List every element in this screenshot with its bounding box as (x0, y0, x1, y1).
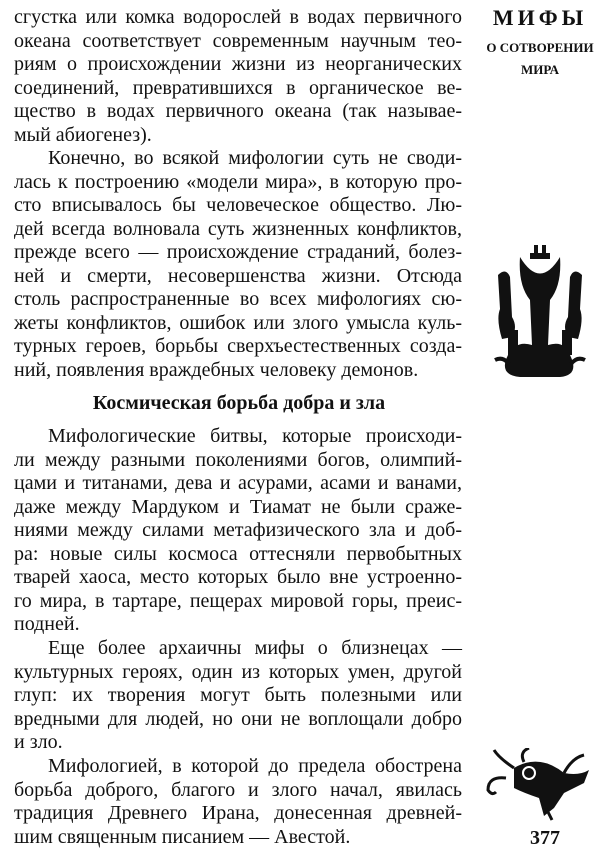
text-line: мый абиогенез). (14, 123, 152, 146)
text-line: ра: новые силы космоса оттесняли первобытных (14, 542, 462, 565)
text-line: Конечно, во всякой мифологии суть не своди- (48, 147, 462, 169)
text-line: шим священным писанием — Авестой. (14, 825, 351, 848)
running-head-subtitle: О СОТВОРЕНИИ (486, 40, 594, 55)
page-number: 377 (530, 827, 560, 849)
text-line: го мира, в тартаре, пещерах мировой горы, преис- (14, 589, 462, 612)
running-head-title: МИФЫ (492, 5, 588, 30)
running-head-subtitle: МИРА (520, 62, 560, 77)
text-line: Еще более архаичны мифы о близнецах — (48, 637, 462, 659)
text-line: дей всегда волновала суть жизненных конфликтов, (14, 217, 462, 240)
text-line: риям о происхождении жизни из неорганических (14, 53, 462, 75)
text-line: лась к построению «модели мира», в которую про- (14, 170, 462, 193)
text-line: ней и смерти, несовершенства жизни. Отсюда (14, 264, 462, 287)
text-line: и зло. (14, 731, 63, 753)
text-line: жеты конфликтов, ошибок или злого умысла куль- (14, 311, 462, 334)
section-heading: Космическая борьба добра и зла (92, 392, 386, 414)
text-line: соединений, превратившихся в органическое ве- (14, 76, 462, 99)
dragon-head-illustration (484, 748, 594, 823)
text-line: турных героев, борьбы сверхъестественных созда- (14, 335, 462, 357)
text-line: океана соответствует современным научным тео- (14, 29, 462, 52)
text-line: сгустка или комка водорослей в водах первичного (14, 6, 462, 28)
text-line: ли между разными поколениями богов, олимпий- (14, 448, 462, 471)
ornament-figure-illustration (490, 245, 590, 380)
text-line: Мифологические битвы, которые происходи- (48, 425, 462, 447)
text-line: сто вписывалось бы человеческое общество. Лю- (14, 194, 462, 216)
text-line: вредными для людей, но они не воплощали добро (14, 707, 462, 730)
text-line: даже между Мардуком и Тиамат не были сраже- (14, 495, 462, 518)
text-line: столь распространенные во всех мифологиях сю- (14, 288, 462, 310)
text-line: Мифологией, в которой до предела обострена (48, 755, 462, 777)
text-line: подней. (14, 613, 80, 635)
text-line: глуп: их творения могут быть полезными или (14, 684, 462, 706)
text-line: ниями между силами метафизического зла и доб- (14, 519, 462, 541)
text-line: щество в водах первичного океана (так называе- (14, 100, 462, 122)
text-line: прежде всего — происхождение страданий, болез- (14, 241, 462, 263)
text-line: культурных героях, один из которых умен, другой (14, 660, 462, 683)
text-line: борьба доброго, благого и злого начал, явилась (14, 778, 462, 801)
text-line: тварей хаоса, место которых было вне устроенно- (14, 566, 462, 588)
text-line: традиция Древнего Ирана, донесенная древней- (14, 802, 462, 824)
text-line: ний, появления враждебных человеку демонов. (14, 358, 419, 381)
text-line: цами и титанами, дева и асурами, асами и ванами, (14, 472, 462, 494)
